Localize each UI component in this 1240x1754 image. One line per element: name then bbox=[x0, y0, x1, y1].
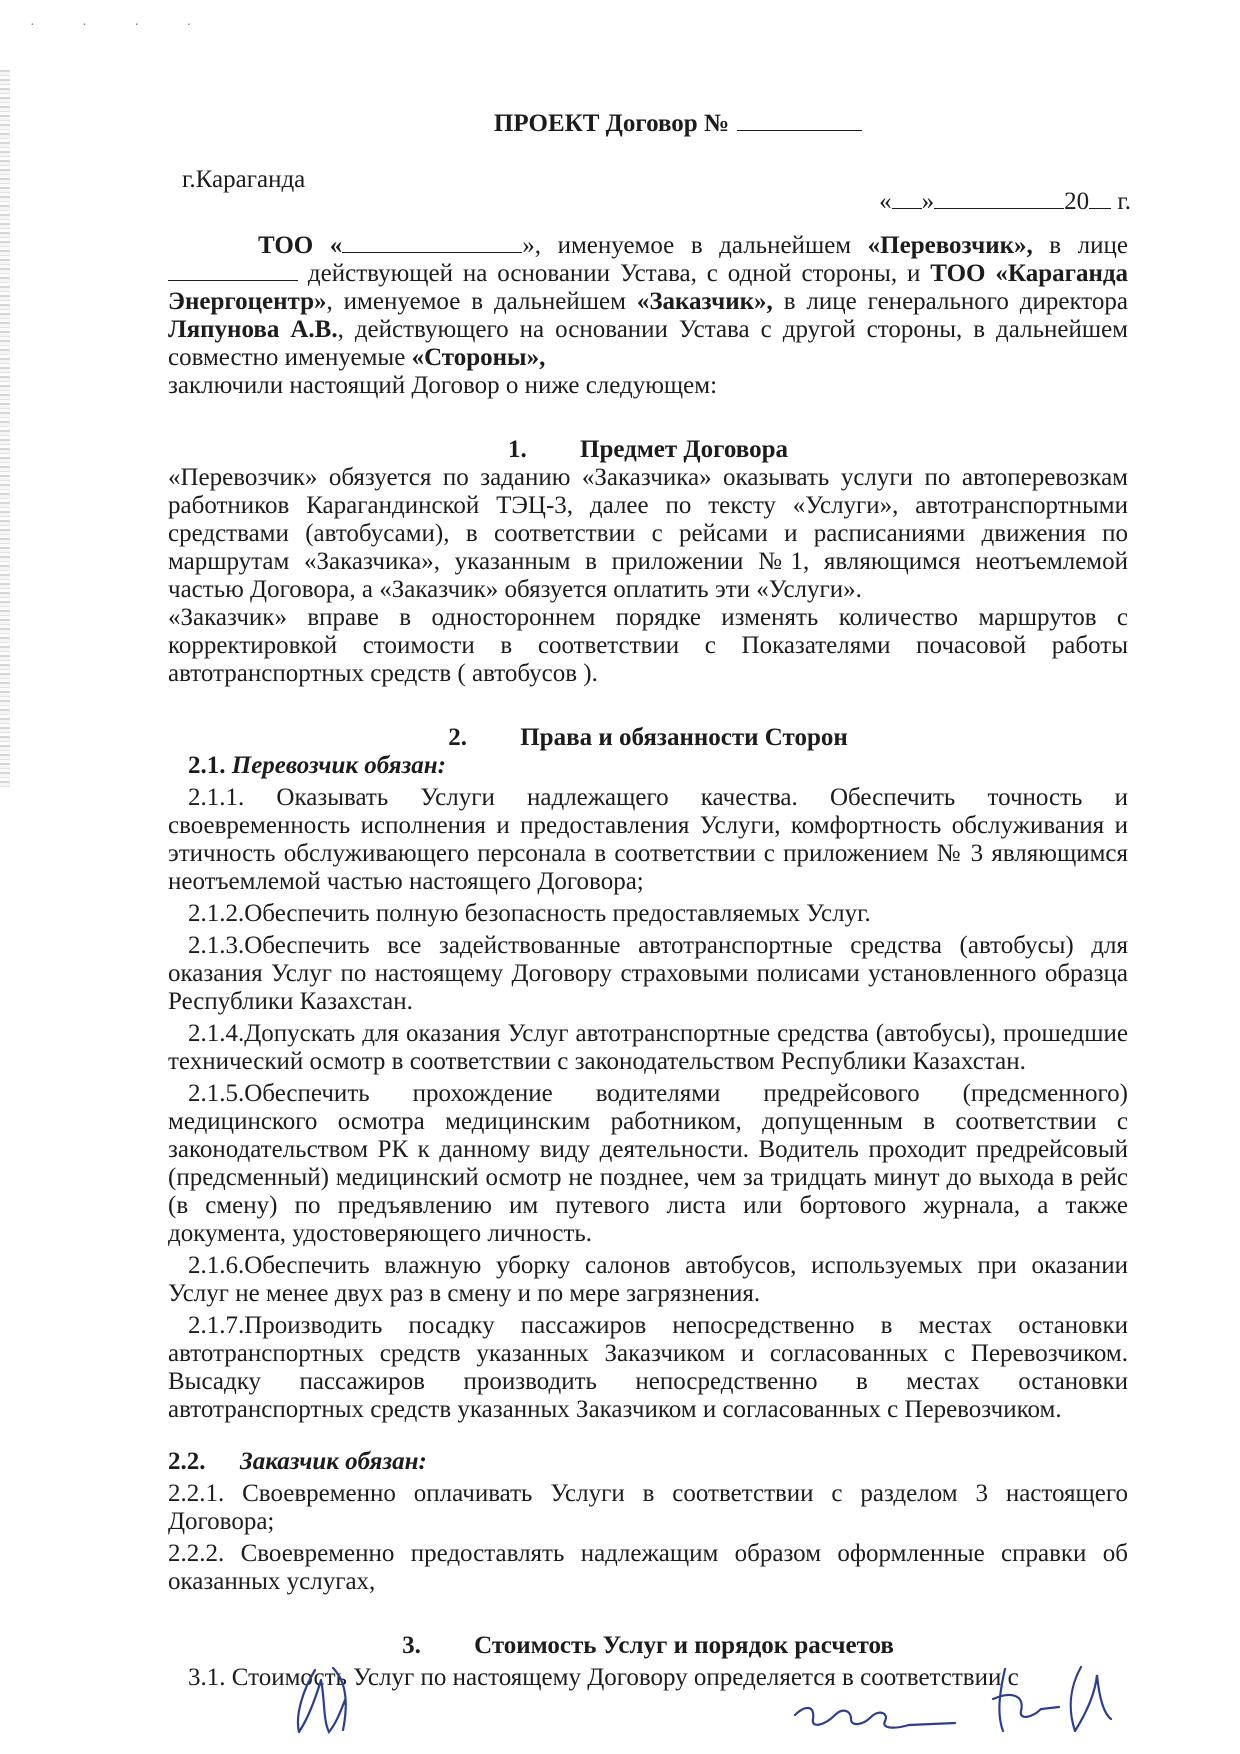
clause-item: 2.1.2.Обеспечить полную безопасность предоставляемых Услуг. bbox=[188, 900, 871, 927]
section-1-heading: 1. Предмет Договора bbox=[508, 436, 788, 463]
clause-item: 2.1.4.Допускать для оказания Услуг автотранспортные средства (автобусы), прошедшие технический осмотр в соответствии с законодательством Республики Казахстан. bbox=[168, 1020, 1128, 1075]
section-3-heading: 3. Стоимость Услуг и порядок расчетов bbox=[402, 1632, 894, 1659]
clause-item: 2.1.3.Обеспечить все задействованные автотранспортные средства (автобусы) для оказания Услуг по настоящему Договору страховыми полисами установленного образца Республики Казахстан. bbox=[168, 932, 1128, 1015]
document-body bbox=[168, 108, 1131, 1692]
carrier-name-blank bbox=[342, 252, 522, 253]
clause-item: 2.2.1. Своевременно оплачивать Услуги в соответствии с разделом 3 настоящего Договора; bbox=[168, 1480, 1128, 1535]
clause-item: 2.1.5.Обеспечить прохождение водителями предрейсового (предсменного) медицинского осмотра медицинским работником, допущенным в соответствии с законодательством РК к данному виду деятельности. Водитель проходит предрейсовый (предсменный) медицинский осмотр не позднее, чем за тридцать минут до выхода в рейс (в смену) по предъявлению им путевого листа или бортового журнала, а также документа, удостоверяющего личность. bbox=[168, 1080, 1128, 1247]
city-label: г.Караганда bbox=[182, 166, 306, 193]
document-title: ПРОЕКТ Договор № bbox=[228, 108, 1128, 138]
contract-number-blank bbox=[737, 108, 862, 131]
signature-left-icon bbox=[285, 1660, 375, 1740]
signature-middle-icon bbox=[785, 1685, 965, 1745]
signature-right-icon bbox=[985, 1655, 1125, 1745]
place-date-row bbox=[168, 166, 1131, 218]
section-1-paragraph: «Перевозчик» обязуется по заданию «Заказчика» оказывать услуги по автоперевозкам работников Карагандинской ТЭЦ-3, далее по тексту «Услуги», автотранспортными средствами (автобусами), в соответствии с рейсами и расписаниями движения по маршрутам «Заказчика», указанным в приложении №1, являющимся неотъемлемой частью Договора, а «Заказчик» обязуется оплатить эти «Услуги». bbox=[168, 464, 1128, 603]
section-2-heading: 2. Права и обязанности Сторон bbox=[448, 724, 848, 751]
section-1-paragraph: «Заказчик» вправе в одностороннем порядке изменять количество маршрутов с корректировкой стоимости в соответствии с Показателями почасовой работы автотранспортных средств ( автобусов ). bbox=[168, 604, 1128, 687]
date-field: « » 20 г. bbox=[879, 188, 1131, 215]
clause-item: 2.2.2. Своевременно предоставлять надлежащим образом оформленные справки об оказанных услугах, bbox=[168, 1540, 1128, 1595]
subsection-2-1-heading: 2.1. Перевозчик обязан: bbox=[188, 752, 446, 779]
clause-item: 2.1.6.Обеспечить влажную уборку салонов автобусов, используемых при оказании Услуг не менее двух раз в смену и по мере загрязнения. bbox=[168, 1252, 1128, 1307]
clause-item: 2.1.7.Производить посадку пассажиров непосредственно в местах остановки автотранспортных средств указанных Заказчиком и согласованных с Перевозчиком. Высадку пассажиров производить непосредственно в местах остановки автотранспортных средств указанных Заказчиком и согласованных с Перевозчиком. bbox=[168, 1312, 1128, 1423]
concluded-line: заключили настоящий Договор о ниже следующем: bbox=[168, 372, 718, 399]
clause-item: 2.1.1. Оказывать Услуги надлежащего качества. Обеспечить точность и своевременность исполнения и предоставления Услуги, комфортность обслуживания и этичность обслуживающего персонала в соответствии с приложением № 3 являющимся неотъемлемой частью настоящего Договора; bbox=[168, 784, 1128, 895]
subsection-2-2-heading: 2.2. Заказчик обязан: bbox=[168, 1448, 427, 1475]
intro-paragraph: ТОО « », именуемое в дальнейшем «Перевозчик», в лице действующей на основании Устава, с одной стороны, и ТОО «Караганда Энергоцентр», именуемое в дальнейшем «Заказчик», в лице генерального директора Ляпунова А.В., действующего на основании Устава с другой стороны, в дальнейшем совместно именуемые «Стороны», bbox=[168, 232, 1129, 371]
clause-item: 3.1. Стоимость Услуг по настоящему Договору определяется в соответствии с bbox=[188, 1664, 1019, 1691]
scan-edge-artifact bbox=[0, 70, 10, 790]
representative-blank bbox=[168, 280, 298, 281]
scan-dots-artifact: · · · · bbox=[30, 18, 214, 33]
